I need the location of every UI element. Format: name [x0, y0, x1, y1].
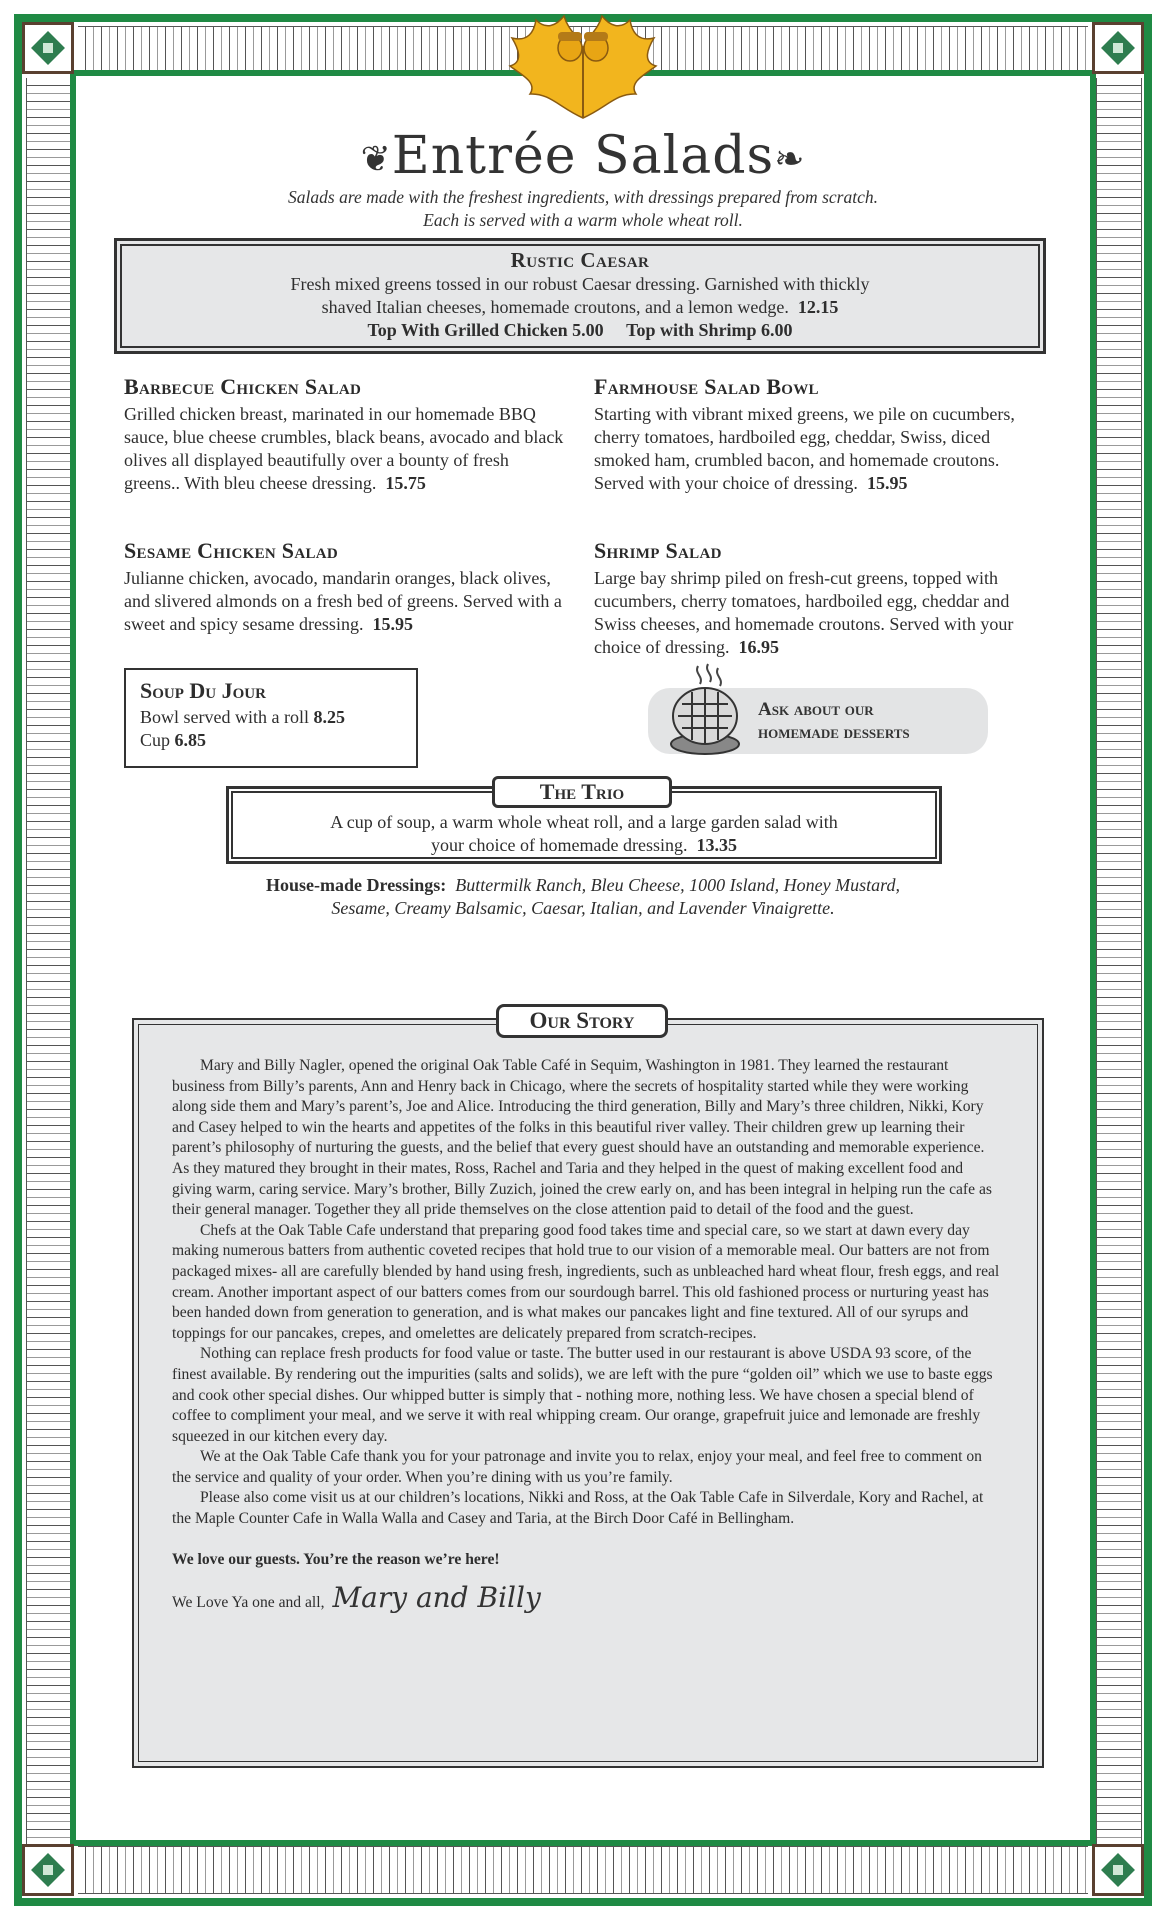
item-price: 16.95 — [738, 637, 779, 657]
dessert-text — [758, 698, 910, 744]
corner-tile-icon — [22, 1844, 74, 1896]
soup-box — [124, 668, 418, 768]
caesar-price: 12.15 — [797, 297, 839, 317]
dressings-list-line-2: Sesame, Creamy Balsamic, Caesar, Italian, and Lavender Vinaigrette. — [331, 898, 835, 918]
dessert-line-2: homemade desserts — [758, 722, 910, 743]
item-desc: Starting with vibrant mixed greens, we pile on cucumbers, cherry tomatoes, hardboiled egg, cheddar, Swiss, diced smoked ham, crumbled bacon, and homemade croutons. Served with your choice of dressing. — [594, 404, 1015, 493]
item-desc: Large bay shrimp piled on fresh-cut greens, topped with cucumbers, cherry tomatoes, hardboiled egg, cheddar and Swiss cheeses, and homemade croutons. Served with your choice of dressing. — [594, 568, 1014, 657]
soup-name: Soup Du Jour — [140, 678, 266, 703]
item-name: Barbecue Chicken Salad — [124, 374, 362, 399]
item-price: 15.75 — [385, 473, 426, 493]
soup-cup-label: Cup — [140, 730, 171, 750]
item-desc: Grilled chicken breast, marinated in our homemade BBQ sauce, blue cheese crumbles, black beans, avocado and black olives all displayed beautifully over a bounty of fresh greens.. With bleu cheese dressing. — [124, 404, 564, 493]
caesar-desc-line-2: shaved Italian cheeses, homemade croutons, and a lemon wedge. — [321, 297, 789, 317]
trio-title: The Trio — [492, 776, 672, 808]
caesar-addon-chicken: Top With Grilled Chicken 5.00 — [367, 320, 604, 340]
story-signoff: We Love Ya one and all, — [172, 1594, 325, 1612]
flourish-left-icon: ❦ — [360, 139, 392, 180]
oak-leaf-icon — [490, 8, 676, 124]
menu-item-sesame-chicken — [124, 538, 564, 636]
item-desc: Julianne chicken, avocado, mandarin oranges, black olives, and slivered almonds on a fresh bed of greens. Served with a sweet and spicy sesame dressing. — [124, 568, 562, 634]
corner-tile-icon — [22, 22, 74, 74]
story-body — [172, 1056, 1004, 1614]
story-panel — [132, 1018, 1044, 1768]
story-paragraph: Chefs at the Oak Table Cafe understand that preparing good food takes time and special care, so we start at dawn every day making numerous batters from authentic coveted recipes that hold true to our vision of a memorable meal. Our batters are not from packaged mixes- all are carefully blended by hand using fresh, ingredients, such as unbleached hard wheat flour, fresh eggs, and real cream. Another important aspect of our batters comes from our sourdough barrel. This old fashioned process or nurturing yeast has been handed down from generation to generation, and is what makes our pancakes light and fine textured. All of our syrups and toppings for our pancakes, crepes, and omelettes are delicately prepared from scratch-recipes. — [172, 1221, 1000, 1342]
dessert-callout — [648, 688, 988, 754]
item-name: Farmhouse Salad Bowl — [594, 374, 819, 399]
story-title: Our Story — [496, 1004, 668, 1038]
page-title — [0, 126, 1166, 186]
story-signature: Mary and Billy — [332, 1581, 541, 1615]
menu-item-bbq-chicken — [124, 374, 564, 495]
story-tagline: We love our guests. You’re the reason we’re here! — [172, 1550, 500, 1568]
story-paragraph: We at the Oak Table Cafe thank you for your patronage and invite you to relax, enjoy your meal, and feel free to comment on the service and quality of your order. When you’re dining with us you’re family. — [172, 1448, 982, 1486]
dressings-label: House-made Dressings: — [266, 875, 447, 895]
menu-item-farmhouse — [594, 374, 1044, 495]
menu-item-shrimp — [594, 538, 1044, 659]
corner-tile-icon — [1092, 1844, 1144, 1896]
title-text: Entrée Salads — [391, 126, 775, 186]
story-paragraph: Nothing can replace fresh products for food value or taste. The butter used in our restaurant is above USDA 93 score, of the finest available. By rendering out the impurities (salts and solids), we are left with the pure “golden oil” which we use to baste eggs and cook other special dishes. Our whipped butter is simply that - nothing more, nothing less. We have chosen a special blend of coffee to compliment your meal, and we serve it with real whipping cream. Our orange, grapefruit juice and lemonade are freshly squeezed in our kitchen every day. — [172, 1345, 993, 1445]
caesar-name: Rustic Caesar — [510, 248, 650, 272]
subtitle-line-1: Salads are made with the freshest ingredients, with dressings prepared from scratch. — [288, 187, 878, 207]
caesar-panel — [114, 238, 1046, 354]
item-name: Shrimp Salad — [594, 538, 722, 563]
caesar-desc-line-1: Fresh mixed greens tossed in our robust Caesar dressing. Garnished with thickly — [290, 274, 870, 294]
trio-desc-line-2: your choice of homemade dressing. — [431, 835, 688, 855]
item-price: 15.95 — [866, 473, 908, 493]
corner-tile-icon — [1092, 22, 1144, 74]
dressings-list-line-1: Buttermilk Ranch, Bleu Cheese, 1000 Island, Honey Mustard, — [455, 875, 900, 895]
story-paragraph: Mary and Billy Nagler, opened the original Oak Table Café in Sequim, Washington in 1981. They learned the restaurant business from Billy’s parents, Ann and Henry back in Chicago, where the secrets of hospitality started while they were working along side them and Mary’s parent’s, Joe and Alice. Introducing the third generation, Billy and Mary’s three children, Nikki, Kory and Casey helped to win the hearts and appetites of the folks in this beautiful river valley. Their children grew up learning their parent’s philosophy of nurturing the guests, and the belief that every guest should have an outstanding and memorable experience. As they matured they brought in their mates, Ross, Rachel and Taria and they helped in the quest of making excellent food and giving warm, caring service. Mary’s brother, Billy Zuzich, joined the crew early on, and has been integral in helping run the cafe as their general manager. Together they all pride themselves on the close attention paid to detail of the food and the guest. — [172, 1057, 992, 1219]
soup-bowl-label: Bowl served with a roll — [140, 707, 309, 727]
story-paragraph: Please also come visit us at our children’s locations, Nikki and Ross, at the Oak Table Cafe in Silverdale, Kory and Rachel, at the Maple Counter Cafe in Walla Walla and Casey and Taria, at the Birch Door Café in Bellingham. — [172, 1489, 984, 1528]
subtitle-line-2: Each is served with a warm whole wheat roll. — [423, 210, 743, 230]
item-price: 15.95 — [372, 614, 413, 634]
soup-bowl-price: 8.25 — [313, 707, 345, 727]
pancake-stack-icon — [668, 662, 742, 758]
dressings-note — [200, 874, 966, 920]
story-signoff-line — [172, 1581, 1004, 1615]
trio-price: 13.35 — [696, 835, 737, 855]
item-name: Sesame Chicken Salad — [124, 538, 339, 563]
dessert-line-1: Ask about our — [758, 699, 874, 720]
caesar-addon-shrimp: Top with Shrimp 6.00 — [626, 320, 793, 340]
page-subtitle — [200, 186, 966, 232]
flourish-right-icon: ❧ — [774, 139, 806, 180]
soup-cup-price: 6.85 — [174, 730, 207, 750]
trio-desc-line-1: A cup of soup, a warm whole wheat roll, and a large garden salad with — [330, 812, 838, 832]
